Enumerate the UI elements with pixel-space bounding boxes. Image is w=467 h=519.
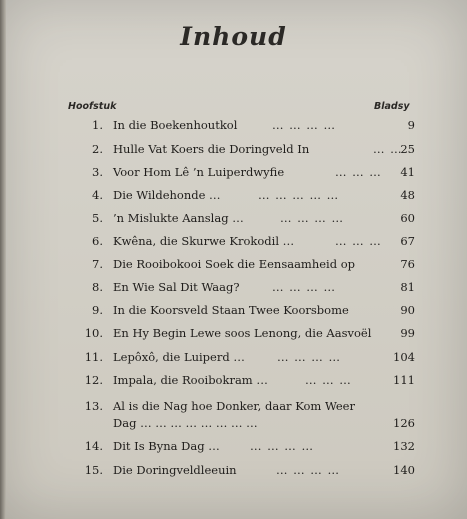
chapter-number: 3. xyxy=(92,165,103,179)
chapter-title: In die Boekenhoutkol xyxy=(113,118,238,132)
chapter-number: 9. xyxy=(92,303,103,317)
chapter-number: 15. xyxy=(84,463,103,477)
chapter-title: Die Rooibokooi Soek die Eensaamheid op xyxy=(113,257,356,271)
page-title: Inhoud xyxy=(180,22,287,51)
chapter-title: En Hy Begin Lewe soos Lenong, die Aasvoël xyxy=(113,326,372,340)
dot-leader: … … … … … xyxy=(258,188,340,202)
chapter-title: Voor Hom Lê ’n Luiperdwyfie xyxy=(113,165,285,179)
chapter-number: 11. xyxy=(84,350,103,364)
chapter-number: 1. xyxy=(92,118,103,132)
toc-entry-9 xyxy=(0,303,467,323)
chapter-title: Lepôxô, die Luiperd … xyxy=(113,350,245,364)
page-number: 9 xyxy=(407,118,415,132)
toc-entry-4 xyxy=(0,188,467,208)
toc-entry-10 xyxy=(0,326,467,346)
dot-leader: … … … xyxy=(305,373,352,387)
chapter-number: 5. xyxy=(92,211,103,225)
toc-entry-3 xyxy=(0,165,467,185)
toc-entry-14 xyxy=(0,439,467,459)
chapter-title: Impala, die Rooibokram … xyxy=(113,373,268,387)
toc-entry-6 xyxy=(0,234,467,254)
chapter-number: 7. xyxy=(92,257,103,271)
toc-entry-13 xyxy=(0,399,467,439)
dot-leader: … … … … xyxy=(250,439,314,453)
chapter-number: 12. xyxy=(84,373,103,387)
page-number: 41 xyxy=(400,165,415,179)
chapter-number: 10. xyxy=(84,326,103,340)
page-number: 99 xyxy=(400,326,415,340)
chapter-title-continued: Dag … … … … … … … … xyxy=(113,416,258,430)
toc-entry-12 xyxy=(0,373,467,393)
dot-leader: … … … … xyxy=(272,280,336,294)
toc-entry-8 xyxy=(0,280,467,300)
page-number: 132 xyxy=(393,439,415,453)
chapter-number: 2. xyxy=(92,142,103,156)
dot-leader: … … … … xyxy=(277,350,341,364)
page-column-header: Bladsy xyxy=(374,101,410,112)
chapter-title: Hulle Vat Koers die Doringveld In xyxy=(113,142,310,156)
page-number: 25 xyxy=(400,142,415,156)
page-number: 140 xyxy=(393,463,415,477)
chapter-title: Kwêna, die Skurwe Krokodil … xyxy=(113,234,295,248)
chapter-number: 13. xyxy=(84,399,103,413)
chapter-title: In die Koorsveld Staan Twee Koorsbome xyxy=(113,303,349,317)
chapter-number: 4. xyxy=(92,188,103,202)
page-number: 126 xyxy=(393,416,415,430)
dot-leader: … … … … xyxy=(276,463,340,477)
chapter-number: 6. xyxy=(92,234,103,248)
chapter-title: Die Wildehonde … xyxy=(113,188,221,202)
chapter-title: Dit Is Byna Dag … xyxy=(113,439,220,453)
page-number: 48 xyxy=(400,188,415,202)
page-number: 76 xyxy=(400,257,415,271)
page-number: 81 xyxy=(400,280,415,294)
chapter-number: 14. xyxy=(84,439,103,453)
chapter-title: Die Doringveldleeuin xyxy=(113,463,237,477)
toc-entry-1 xyxy=(0,118,467,138)
page-number: 67 xyxy=(400,234,415,248)
chapter-title: Al is die Nag hoe Donker, daar Kom Weer xyxy=(113,399,355,413)
page-number: 90 xyxy=(400,303,415,317)
dot-leader: … … … … xyxy=(272,118,336,132)
chapter-title: ’n Mislukte Aanslag … xyxy=(113,211,244,225)
toc-entry-11 xyxy=(0,350,467,370)
dot-leader: … … … xyxy=(335,165,382,179)
toc-entry-15 xyxy=(0,463,467,483)
toc-entry-2 xyxy=(0,142,467,162)
dot-leader: … … … xyxy=(335,234,382,248)
chapter-column-header: Hoofstuk xyxy=(68,101,117,112)
dot-leader: … … … … xyxy=(280,211,344,225)
page-number: 60 xyxy=(400,211,415,225)
chapter-title: En Wie Sal Dit Waag? xyxy=(113,280,240,294)
page-number: 111 xyxy=(393,373,415,387)
chapter-number: 8. xyxy=(92,280,103,294)
page-number: 104 xyxy=(393,350,415,364)
toc-entry-5 xyxy=(0,211,467,231)
dot-leader: … … xyxy=(373,142,403,156)
toc-entry-7 xyxy=(0,257,467,277)
